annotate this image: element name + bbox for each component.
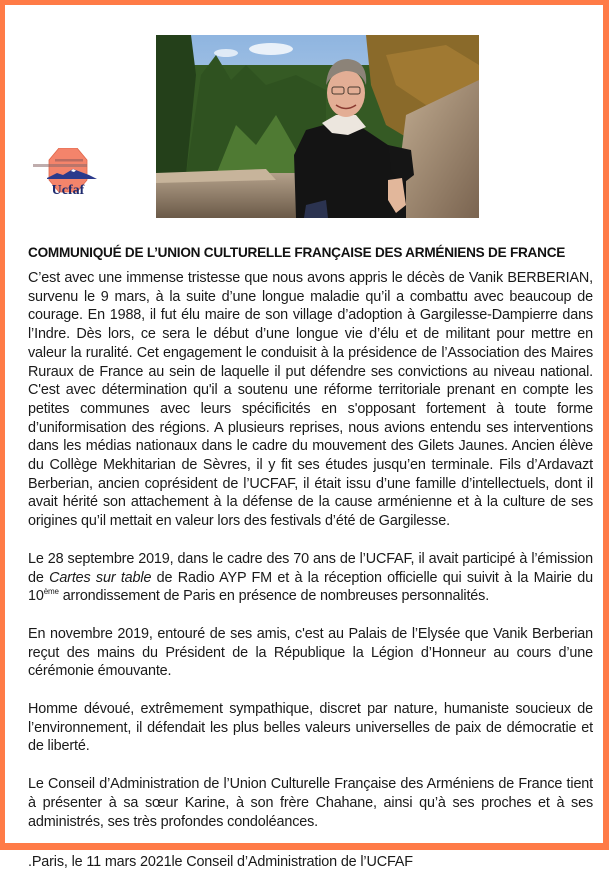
communique-body (28, 269, 593, 891)
photo-image (156, 35, 479, 218)
paragraph-tribute: Homme dévoué, extrêmement sympathique, discret par nature, humaniste soucieux de l’environnement, il défendait les plus belles valeurs universelles de paix de démocratie et de liberté. (28, 701, 593, 755)
arrondissement-number: 10 (28, 588, 44, 605)
logo-tagline-line (55, 159, 83, 162)
paragraph-legion-honneur: En novembre 2019, entouré de ses amis, c'est au Palais de l’Elysée que Vanik Berberian reçut des mains du Président de la République la Légion d’Honneur au cours d’une cérémonie émouvante. (28, 625, 593, 680)
paragraph-anniversary (28, 550, 593, 606)
paragraph-obituary: C’est avec une immense tristesse que nous avons appris le décès de Vanik BERBERIAN, survenu le 9 mars, à la suite d’une longue maladie qu’il a combattu avec beaucoup de courage. En 1988, il fut élu maire de son village d’adoption à Gargilesse-Dampierre dans l’Indre. Dès lors, ce sera le début d’une longue vie d’élu et de militant pour mettre en valeur la ruralité. Cet engagement le conduisit à la présidence de l’Association des Maires Ruraux de France au sein de laquelle il put défendre ses convictions au niveau national. C'est avec détermination qu'il a soutenu une réforme territoriale prenant en compte les petites communes avec leurs spécificités en s'opposant fortement à toute forme d’uniformisation des régions. A plusieurs reprises, nous avions entendu ses interventions dans les médias nationaux dans le cadre du mouvement des Gilets Jaunes. Ancien élève du Collège Mekhitarian de Sèvres, il y fit ses études jusqu’en terminale. Fils d’Ardavazt Berberian, ancien coprésident de l’UCFAF, il était issu d’une famille d’intellectuels, dont il avait hérité son attachement à la défense de la cause arménienne et à la culture de ses origines qu’il mettait en valeur lors des festivals d’été de Gargilesse. (28, 270, 593, 530)
signature: .Paris, le 11 mars 2021le Conseil d’Administration de l’UCFAF (28, 854, 413, 871)
logo-text: Ucfaf (51, 183, 85, 198)
logo-graphic (31, 148, 111, 200)
paragraph-text: de Radio AYP FM et à la réception officielle qui suivit à la Mairie du (151, 569, 593, 586)
portrait-photo (156, 35, 479, 218)
ordinal-suffix: ème (43, 587, 59, 597)
paragraph-condolences: Le Conseil d’Administration de l’Union Culturelle Française des Arméniens de France tient à présenter à sa sœur Karine, à son frère Chahane, ainsi qu’à ses proches et à ses administrés, ses très profondes condoléances. (28, 776, 593, 830)
ucfaf-logo (31, 148, 111, 200)
paragraph-text: Le 28 septembre 2019, dans le cadre des 70 ans de l’UCFAF, il avait participé à l’émission de (28, 550, 593, 586)
radio-show-title: Cartes sur table (49, 569, 152, 586)
paragraph-text: arrondissement de Paris en présence de nombreuses personnalités. (58, 588, 490, 605)
page-title: COMMUNIQUÉ DE L’UNION CULTURELLE FRANÇAISE DES ARMÉNIENS DE FRANCE (28, 245, 566, 260)
logo-tagline-line (33, 164, 87, 167)
